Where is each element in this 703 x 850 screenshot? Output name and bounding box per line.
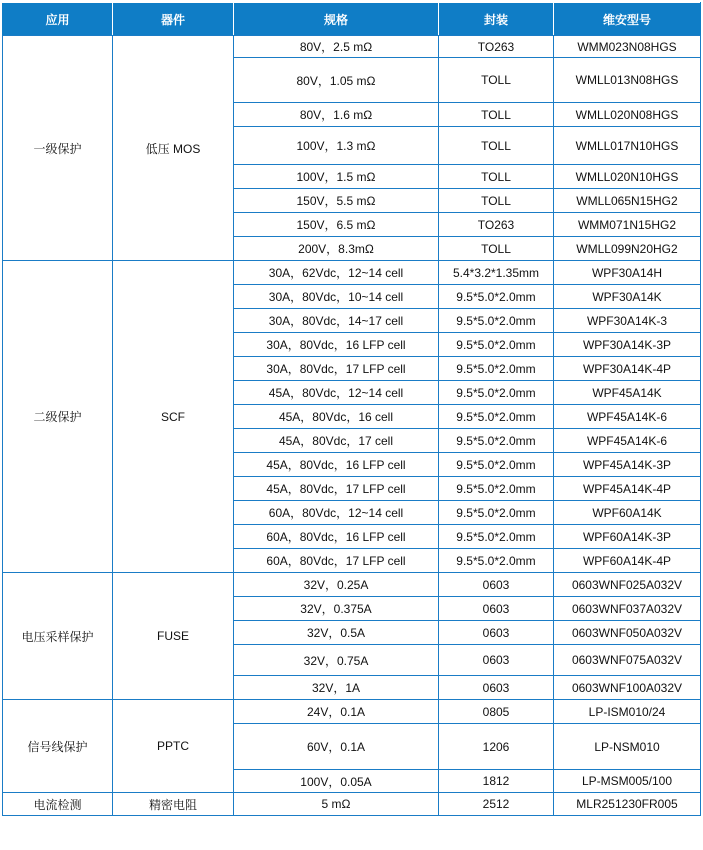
part-number-cell: WMLL020N10HGS	[554, 165, 701, 189]
part-number-cell: WPF30A14K	[554, 285, 701, 309]
column-header: 规格	[234, 3, 439, 36]
spec-cell: 80V，1.6 mΩ	[234, 103, 439, 127]
part-number-cell: WPF45A14K-3P	[554, 453, 701, 477]
part-number-cell: 0603WNF075A032V	[554, 645, 701, 676]
spec-cell: 5 mΩ	[234, 793, 439, 816]
table-row	[3, 793, 701, 816]
package-cell: 0603	[439, 676, 554, 700]
part-number-cell: WPF30A14K-3P	[554, 333, 701, 357]
spec-cell: 80V，1.05 mΩ	[234, 58, 439, 103]
product-table	[2, 2, 701, 816]
spec-cell: 200V，8.3mΩ	[234, 237, 439, 261]
part-number-cell: WPF45A14K-6	[554, 405, 701, 429]
table-row	[3, 700, 701, 724]
package-cell: 0603	[439, 621, 554, 645]
spec-cell: 45A，80Vdc，17 cell	[234, 429, 439, 453]
spec-cell: 30A，80Vdc，14~17 cell	[234, 309, 439, 333]
package-cell: TOLL	[439, 127, 554, 165]
part-number-cell: WPF45A14K-6	[554, 429, 701, 453]
spec-cell: 32V，0.75A	[234, 645, 439, 676]
package-cell: TOLL	[439, 237, 554, 261]
package-cell: 9.5*5.0*2.0mm	[439, 381, 554, 405]
package-cell: TOLL	[439, 189, 554, 213]
package-cell: TO263	[439, 213, 554, 237]
device-cell: 精密电阻	[113, 793, 234, 816]
spec-cell: 32V，0.375A	[234, 597, 439, 621]
package-cell: 0805	[439, 700, 554, 724]
package-cell: 0603	[439, 645, 554, 676]
spec-cell: 100V，1.5 mΩ	[234, 165, 439, 189]
part-number-cell: WPF45A14K	[554, 381, 701, 405]
package-cell: 0603	[439, 597, 554, 621]
package-cell: 9.5*5.0*2.0mm	[439, 429, 554, 453]
part-number-cell: WPF60A14K-4P	[554, 549, 701, 573]
spec-cell: 24V，0.1A	[234, 700, 439, 724]
package-cell: 9.5*5.0*2.0mm	[439, 285, 554, 309]
package-cell: 0603	[439, 573, 554, 597]
spec-cell: 150V，6.5 mΩ	[234, 213, 439, 237]
package-cell: TOLL	[439, 58, 554, 103]
table-row	[3, 261, 701, 285]
part-number-cell: WMLL065N15HG2	[554, 189, 701, 213]
package-cell: 1206	[439, 724, 554, 770]
package-cell: TOLL	[439, 165, 554, 189]
package-cell: 9.5*5.0*2.0mm	[439, 405, 554, 429]
package-cell: TOLL	[439, 103, 554, 127]
spec-cell: 45A，80Vdc，16 LFP cell	[234, 453, 439, 477]
column-header: 维安型号	[554, 3, 701, 36]
spec-cell: 60A，80Vdc，16 LFP cell	[234, 525, 439, 549]
package-cell: 9.5*5.0*2.0mm	[439, 453, 554, 477]
package-cell: 5.4*3.2*1.35mm	[439, 261, 554, 285]
package-cell: 9.5*5.0*2.0mm	[439, 309, 554, 333]
part-number-cell: WMLL020N08HGS	[554, 103, 701, 127]
part-number-cell: WPF30A14H	[554, 261, 701, 285]
package-cell: 9.5*5.0*2.0mm	[439, 477, 554, 501]
spec-cell: 45A，80Vdc，17 LFP cell	[234, 477, 439, 501]
part-number-cell: 0603WNF050A032V	[554, 621, 701, 645]
part-number-cell: WMM023N08HGS	[554, 36, 701, 58]
package-cell: 1812	[439, 770, 554, 793]
device-cell: FUSE	[113, 573, 234, 700]
device-cell: 低压 MOS	[113, 36, 234, 261]
spec-cell: 30A，62Vdc，12~14 cell	[234, 261, 439, 285]
part-number-cell: WPF60A14K	[554, 501, 701, 525]
spec-cell: 32V，0.5A	[234, 621, 439, 645]
header-row	[3, 3, 701, 36]
spec-cell: 100V，0.05A	[234, 770, 439, 793]
part-number-cell: WPF45A14K-4P	[554, 477, 701, 501]
application-cell: 二级保护	[3, 261, 113, 573]
package-cell: 2512	[439, 793, 554, 816]
column-header: 封装	[439, 3, 554, 36]
table-row	[3, 36, 701, 58]
device-cell: SCF	[113, 261, 234, 573]
package-cell: 9.5*5.0*2.0mm	[439, 357, 554, 381]
application-cell: 信号线保护	[3, 700, 113, 793]
spec-cell: 80V，2.5 mΩ	[234, 36, 439, 58]
package-cell: TO263	[439, 36, 554, 58]
package-cell: 9.5*5.0*2.0mm	[439, 333, 554, 357]
spec-cell: 60V，0.1A	[234, 724, 439, 770]
spec-cell: 32V，1A	[234, 676, 439, 700]
spec-cell: 30A，80Vdc，10~14 cell	[234, 285, 439, 309]
spec-cell: 45A，80Vdc，16 cell	[234, 405, 439, 429]
table-row	[3, 573, 701, 597]
part-number-cell: MLR251230FR005	[554, 793, 701, 816]
part-number-cell: LP-MSM005/100	[554, 770, 701, 793]
part-number-cell: WMLL099N20HG2	[554, 237, 701, 261]
package-cell: 9.5*5.0*2.0mm	[439, 501, 554, 525]
column-header: 应用	[3, 3, 113, 36]
part-number-cell: WMLL013N08HGS	[554, 58, 701, 103]
part-number-cell: LP-NSM010	[554, 724, 701, 770]
part-number-cell: WMM071N15HG2	[554, 213, 701, 237]
device-cell: PPTC	[113, 700, 234, 793]
spec-cell: 30A，80Vdc，16 LFP cell	[234, 333, 439, 357]
spec-cell: 30A，80Vdc，17 LFP cell	[234, 357, 439, 381]
part-number-cell: WMLL017N10HGS	[554, 127, 701, 165]
spec-cell: 100V，1.3 mΩ	[234, 127, 439, 165]
spec-cell: 60A，80Vdc，12~14 cell	[234, 501, 439, 525]
package-cell: 9.5*5.0*2.0mm	[439, 525, 554, 549]
application-cell: 一级保护	[3, 36, 113, 261]
package-cell: 9.5*5.0*2.0mm	[439, 549, 554, 573]
part-number-cell: WPF30A14K-3	[554, 309, 701, 333]
part-number-cell: WPF30A14K-4P	[554, 357, 701, 381]
part-number-cell: 0603WNF100A032V	[554, 676, 701, 700]
part-number-cell: 0603WNF037A032V	[554, 597, 701, 621]
spec-cell: 150V，5.5 mΩ	[234, 189, 439, 213]
part-number-cell: LP-ISM010/24	[554, 700, 701, 724]
spec-cell: 32V，0.25A	[234, 573, 439, 597]
part-number-cell: 0603WNF025A032V	[554, 573, 701, 597]
part-number-cell: WPF60A14K-3P	[554, 525, 701, 549]
spec-cell: 45A，80Vdc，12~14 cell	[234, 381, 439, 405]
column-header: 器件	[113, 3, 234, 36]
spec-cell: 60A，80Vdc，17 LFP cell	[234, 549, 439, 573]
application-cell: 电流检测	[3, 793, 113, 816]
application-cell: 电压采样保护	[3, 573, 113, 700]
